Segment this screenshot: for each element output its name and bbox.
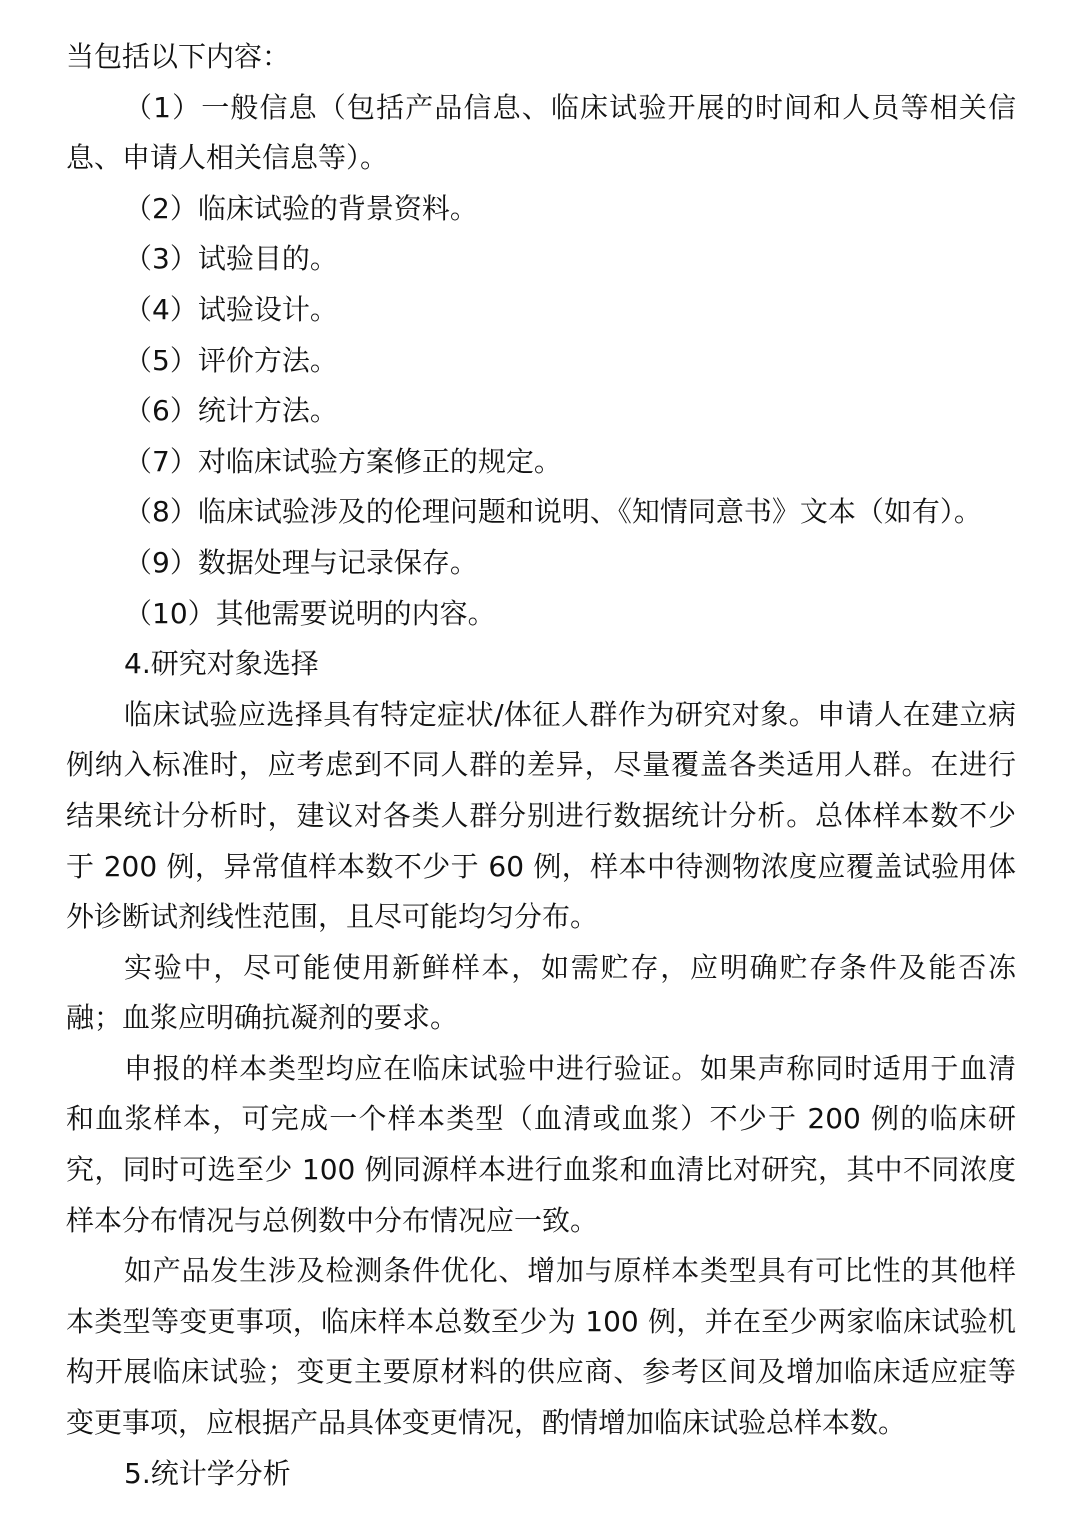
body-paragraph: 如产品发生涉及检测条件优化、增加与原样本类型具有可比性的其他样本类型等变更事项，临床样本总数至少为 100 例，并在至少两家临床试验机构开展临床试验；变更主要原材料的供应商、参考区间及增加临床适应症等变更事项，应根据产品具体变更情况，酌情增加临床试验总样本数。 [66,1254,1016,1440]
body-paragraph: 实验中，尽可能使用新鲜样本，如需贮存，应明确贮存条件及能否冻融；血浆应明确抗凝剂的要求。 [66,950,1016,1035]
list-item: （9）数据处理与记录保存。 [124,545,478,579]
intro-line: 当包括以下内容： [66,40,291,73]
list-item: （8）临床试验涉及的伦理问题和说明、《知情同意书》文本（如有）。 [124,495,982,529]
list-item: （4）试验设计。 [124,292,338,326]
list-item: （10）其他需要说明的内容。 [124,596,496,630]
list-item: （6）统计方法。 [124,394,338,428]
list-item: （3）试验目的。 [124,242,338,276]
list-item: （1）一般信息（包括产品信息、临床试验开展的时间和人员等相关信息、申请人相关信息等）。 [66,90,1016,175]
section-heading-5: 5.统计学分析 [124,1456,291,1490]
body-paragraph: 临床试验应选择具有特定症状/体征人群作为研究对象。申请人在建立病例纳入标准时，应考虑到不同人群的差异，尽量覆盖各类适用人群。在进行结果统计分析时，建议对各类人群分别进行数据统计分析。总体样本数不少于 200 例，异常值样本数不少于 60 例，样本中待测物浓度应覆盖试验用体外诊断试剂线性范围，且尽可能均匀分布。 [66,697,1016,934]
list-item: （5）评价方法。 [124,343,338,377]
body-paragraph: 申报的样本类型均应在临床试验中进行验证。如果声称同时适用于血清和血浆样本，可完成一个样本类型（血清或血浆）不少于 200 例的临床研究，同时可选至少 100 例同源样本进行血浆和血清比对研究，其中不同浓度样本分布情况与总例数中分布情况应一致。 [66,1051,1016,1237]
document-page [66,32,1016,1499]
list-item: （7）对临床试验方案修正的规定。 [124,444,562,478]
section-heading-4: 4.研究对象选择 [124,647,319,681]
list-item: （2）临床试验的背景资料。 [124,191,478,225]
